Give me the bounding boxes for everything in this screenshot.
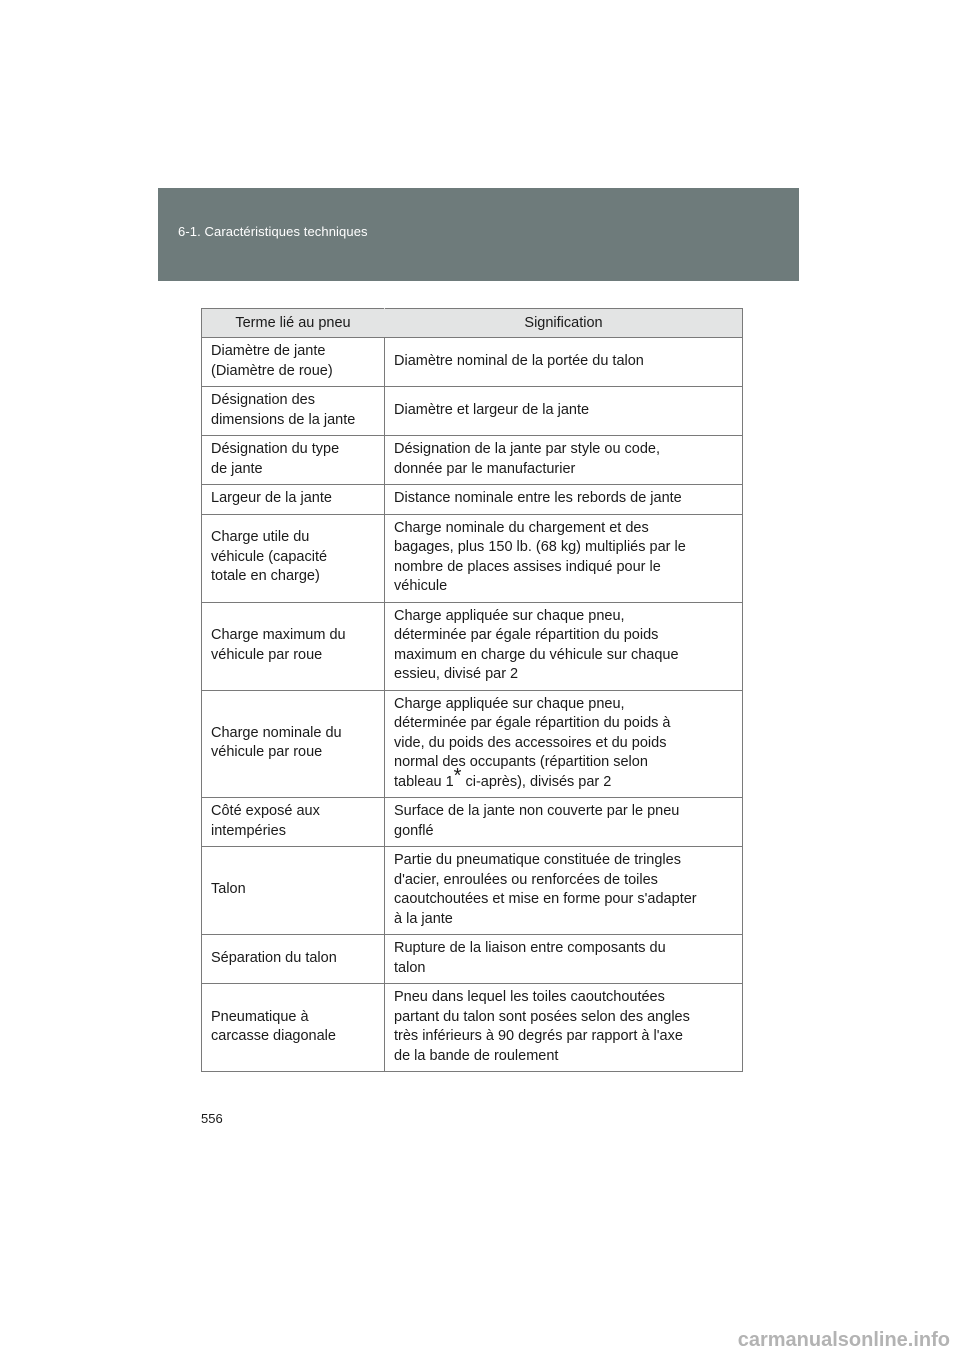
- table-row: [202, 514, 743, 602]
- table-row: [202, 690, 743, 798]
- table-row: [202, 984, 743, 1072]
- table-row: [202, 387, 743, 436]
- meaning-cell: Distance nominale entre les rebords de jante: [385, 485, 743, 515]
- meaning-cell: Charge nominale du chargement et des bagages, plus 150 lb. (68 kg) multipliés par le nombre de places assises indiqué pour le véhicule: [385, 514, 743, 602]
- term-cell: Talon: [202, 847, 385, 935]
- term-cell: Côté exposé aux intempéries: [202, 798, 385, 847]
- meaning-cell: Charge appliquée sur chaque pneu, déterminée par égale répartition du poids maximum en charge du véhicule sur chaque essieu, divisé par 2: [385, 602, 743, 690]
- meaning-cell: Rupture de la liaison entre composants du talon: [385, 935, 743, 984]
- section-header-band: [158, 188, 799, 281]
- footnote-star: *: [453, 764, 462, 787]
- meaning-cell: Désignation de la jante par style ou code, donnée par le manufacturier: [385, 436, 743, 485]
- table-header-row: [202, 309, 743, 338]
- page-number: 556: [201, 1111, 223, 1126]
- term-cell: Diamètre de jante (Diamètre de roue): [202, 338, 385, 387]
- term-cell: Désignation du type de jante: [202, 436, 385, 485]
- meaning-cell: Diamètre et largeur de la jante: [385, 387, 743, 436]
- meaning-cell: Surface de la jante non couverte par le pneu gonflé: [385, 798, 743, 847]
- meaning-cell: Pneu dans lequel les toiles caoutchoutées partant du talon sont posées selon des angles très inférieurs à 90 degrés par rapport à l'axe de la bande de roulement: [385, 984, 743, 1072]
- meaning-text-tail: tableau 1: [394, 773, 454, 790]
- table-row: [202, 485, 743, 515]
- meaning-cell: Diamètre nominal de la portée du talon: [385, 338, 743, 387]
- term-cell: Séparation du talon: [202, 935, 385, 984]
- meaning-text-tail: ci-après), divisés par 2: [461, 773, 612, 790]
- meaning-cell: [385, 690, 743, 798]
- column-header-meaning: Signification: [385, 309, 743, 338]
- table-row: [202, 436, 743, 485]
- watermark: carmanualsonline.info: [737, 1329, 950, 1351]
- table-row: [202, 847, 743, 935]
- term-cell: Charge utile du véhicule (capacité totale en charge): [202, 514, 385, 602]
- table-row: [202, 602, 743, 690]
- meaning-cell: Partie du pneumatique constituée de tringles d'acier, enroulées ou renforcées de toiles caoutchoutées et mise en forme pour s'adapter à la jante: [385, 847, 743, 935]
- meaning-text: Charge appliquée sur chaque pneu, déterminée par égale répartition du poids à vide, du poids des accessoires et du poids normal des occupants (répartition selon: [394, 695, 671, 770]
- tire-terms-table: [201, 308, 743, 1072]
- term-cell: Charge maximum du véhicule par roue: [202, 602, 385, 690]
- term-cell: Pneumatique à carcasse diagonale: [202, 984, 385, 1072]
- term-cell: Charge nominale du véhicule par roue: [202, 690, 385, 798]
- term-cell: Désignation des dimensions de la jante: [202, 387, 385, 436]
- table-row: [202, 798, 743, 847]
- table-row: [202, 338, 743, 387]
- column-header-term: Terme lié au pneu: [202, 309, 385, 338]
- term-cell: Largeur de la jante: [202, 485, 385, 515]
- section-title: 6-1. Caractéristiques techniques: [178, 224, 368, 239]
- table-row: [202, 935, 743, 984]
